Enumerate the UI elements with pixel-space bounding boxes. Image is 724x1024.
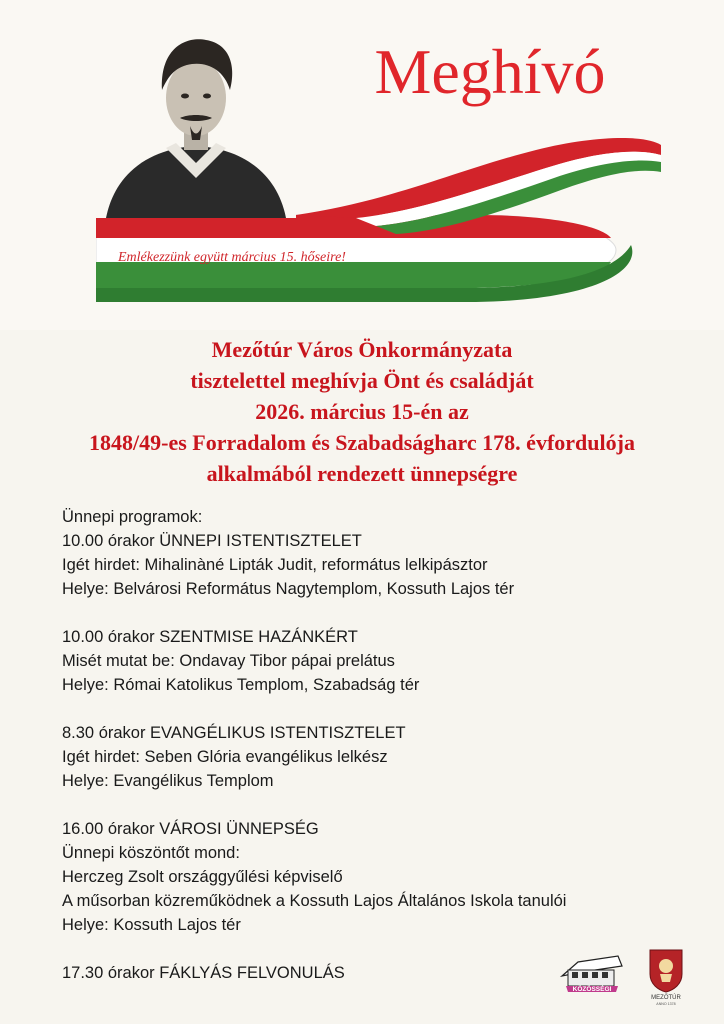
event-detail: Igét hirdet: Mihalinàné Lipták Judit, református lelkipásztor [62,556,488,574]
portrait-image [96,18,296,218]
page-title: Meghívó [374,36,606,107]
kozossegi-logo-icon [558,948,626,1000]
event-block [62,817,702,937]
event-detail: Helye: Evangélikus Templom [62,772,274,790]
event-detail: Helye: Kossuth Lajos tér [62,916,241,934]
event-title: 10.00 órakor SZENTMISE HAZÁNKÉRT [62,628,358,646]
program-heading: Ünnepi programok: [62,508,203,526]
event-detail: Misét mutat be: Ondavay Tibor pápai prelátus [62,652,395,670]
mezotur-crest-icon [640,944,692,1006]
event-title: 16.00 órakor VÁROSI ÜNNEPSÉG [62,820,319,838]
event-detail: A műsorban közreműködnek a Kossuth Lajos Általános Iskola tanulói [62,892,567,910]
event-detail: Ünnepi köszöntőt mond: [62,844,240,862]
event-detail: Helye: Belvárosi Református Nagytemplom, Kossuth Lajos tér [62,580,515,598]
event-detail: Herczeg Zsolt országgyűlési képviselő [62,868,343,886]
invitation-line: Mezőtúr Város Önkormányzata [211,337,513,362]
event-title: 8.30 órakor EVANGÉLIKUS ISTENTISZTELET [62,724,406,742]
invitation-line: tisztelettel meghívja Önt és családját [190,368,534,393]
mezotur-logo-text: MEZŐTÚR [651,995,681,1001]
kozossegi-logo-text: KÖZÖSSÉGI [572,986,612,993]
invitation-line: 1848/49-es Forradalom és Szabadságharc 178. évfordulója [89,430,635,455]
program-list [62,505,702,1009]
event-block [62,625,702,697]
event-title: 17.30 órakor FÁKLYÁS FELVONULÁS [62,964,345,982]
invitation-line: alkalmából rendezett ünnepségre [206,461,518,486]
event-detail: Helye: Római Katolikus Templom, Szabadság tér [62,676,420,694]
tagline: Emlékezzünk együtt március 15. hőseire! [118,250,346,265]
invitation-line: 2026. március 15-én az [255,399,469,424]
event-title: 10.00 órakor ÜNNEPI ISTENTISZTELET [62,532,362,550]
event-block [62,529,702,601]
mezotur-logo-subtext: ANNO 1378 [656,1002,676,1006]
invitation-text [0,334,724,489]
event-block [62,721,702,793]
event-detail: Igét hirdet: Seben Glória evangélikus lelkész [62,748,388,766]
